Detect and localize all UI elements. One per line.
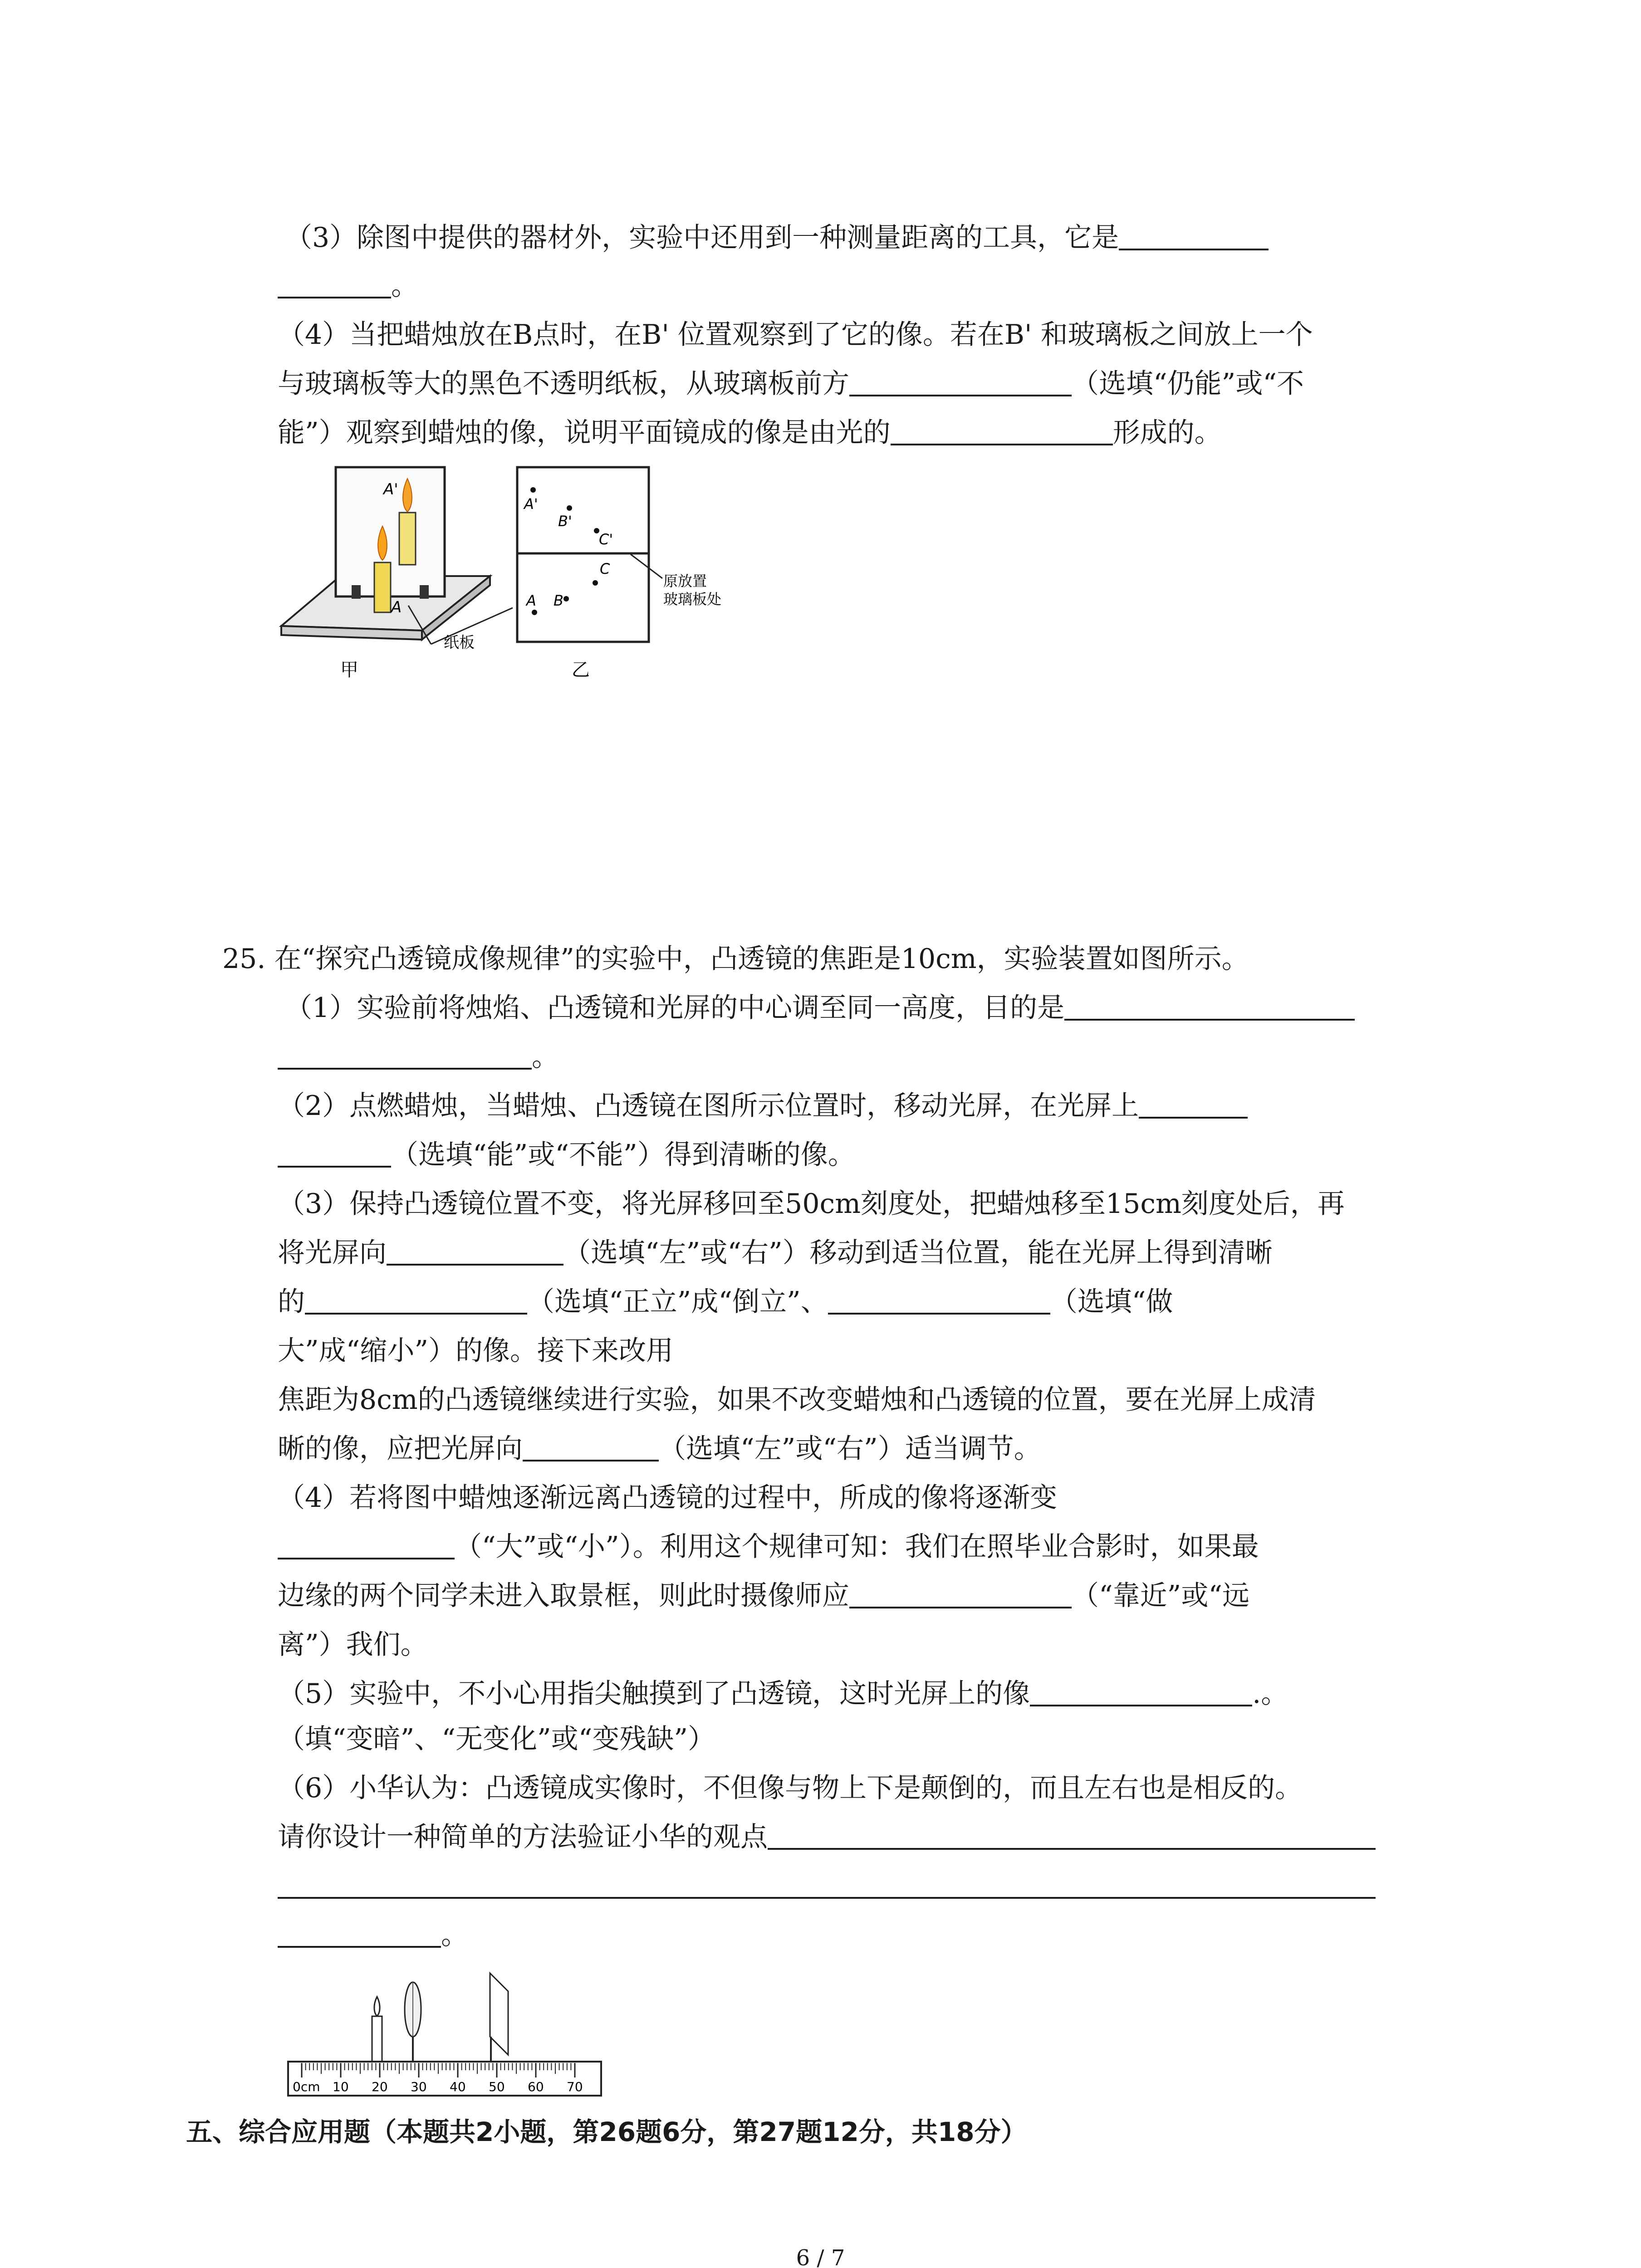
q25-p3-l3: [278, 1284, 1173, 1320]
q25-p6-blank-cont[interactable]: [278, 1869, 1376, 1899]
ruler-tick-label: 0cm: [293, 2079, 320, 2094]
ruler-tick-label: 20: [372, 2079, 388, 2094]
q24-p4-blank1[interactable]: [849, 367, 1072, 396]
q25-p1-end: 。: [532, 1041, 559, 1073]
q25-p3-option4: （选填“左”或“右”）适当调节。: [659, 1433, 1041, 1465]
figure-label-yi: 乙: [572, 660, 590, 680]
q25-p3-option2: （选填“正立”成“倒立”、: [527, 1286, 828, 1318]
q25-p3-text: 将光屏向: [278, 1237, 387, 1269]
q24-p4-line1: （4）当把蜡烛放在B点时，在B' 位置观察到了它的像。若在B' 和玻璃板之间放上一个: [278, 319, 1313, 351]
q24-p3-text: （3）除图中提供的器材外，实验中还用到一种测量距离的工具，它是: [285, 222, 1119, 254]
q25-p3-option: （选填“左”或“右”）移动到适当位置，能在光屏上得到清晰: [563, 1237, 1273, 1269]
ruler-tick-label: 30: [411, 2079, 427, 2094]
figure-label-a: A: [391, 598, 402, 616]
q24-p4-line3: [278, 415, 1222, 451]
q25-p4-l1: （4）若将图中蜡烛逐渐远离凸透镜的过程中，所成的像将逐渐变: [278, 1482, 1058, 1514]
figure-label-a-image: A': [383, 480, 398, 499]
q25-p1: [285, 990, 1355, 1026]
q24-figure: [272, 458, 771, 694]
q24-p4-line2: [278, 366, 1304, 402]
q25-p5-text: （5）实验中，不小心用指尖触摸到了凸透镜，这时光屏上的像: [278, 1678, 1030, 1710]
q25-p6-l2: [278, 1819, 1376, 1855]
q25-p4-blank-size[interactable]: [278, 1530, 455, 1559]
ruler-tick-label: 10: [333, 2079, 349, 2094]
optical-bench-figure: [281, 1964, 608, 2100]
q25-p3-l5: 焦距为8cm的凸透镜继续进行实验，如果不改变蜡烛和凸透镜的位置，要在光屏上成清: [278, 1384, 1316, 1416]
q24-p3-line: [285, 220, 1269, 256]
ruler-tick-label: 40: [450, 2079, 466, 2094]
q25-intro: 25. 在“探究凸透镜成像规律”的实验中，凸透镜的焦距是10cm，实验装置如图所示。: [222, 943, 1249, 975]
q25-p5-blank[interactable]: [1030, 1677, 1252, 1706]
q25-p3-blank-orient[interactable]: [305, 1285, 527, 1315]
section-5-heading: 五、综合应用题（本题共2小题，第26题6分，第27题12分，共18分）: [186, 2116, 1027, 2147]
q24-p3-blank-cont[interactable]: [278, 269, 391, 298]
yi-point-b: B: [554, 592, 563, 609]
q25-p6-l3: [278, 1868, 1376, 1904]
q24-p4-text: 与玻璃板等大的黑色不透明纸板，从玻璃板前方: [278, 368, 849, 400]
q25-p3-l1: （3）保持凸透镜位置不变，将光屏移回至50cm刻度处，把蜡烛移至15cm刻度处后，再: [278, 1188, 1345, 1220]
q25-p3-text3: 晰的像，应把光屏向: [278, 1433, 523, 1465]
q25-p4-option: （“靠近”或“远: [1072, 1580, 1250, 1612]
q25-p5: [278, 1676, 1288, 1712]
q25-p2-option: （选填“能”或“不能”）得到清晰的像。: [391, 1139, 855, 1171]
q25-p6-text: 请你设计一种简单的方法验证小华的观点: [278, 1821, 768, 1853]
q25-p1-blank-cont[interactable]: [278, 1040, 532, 1070]
q25-p4-l4: 离”）我们。: [278, 1629, 428, 1661]
yi-point-a-image: A': [524, 495, 538, 513]
q25-p4-blank-move[interactable]: [849, 1579, 1072, 1608]
q25-p2-blank-cont[interactable]: [278, 1138, 391, 1168]
q24-p4-blank2[interactable]: [891, 415, 1113, 445]
figure-yi: [517, 467, 721, 642]
q25-p3-blank-adjust[interactable]: [523, 1432, 659, 1461]
q25-p3-option3: （选填“做: [1050, 1286, 1173, 1318]
cardboard-label: 纸板: [444, 634, 475, 652]
q25-p3-l2: [278, 1235, 1273, 1271]
q24-p4-text2: 能”）观察到蜡烛的像，说明平面镜成的像是由光的: [278, 417, 891, 449]
ruler-tick-label: 50: [489, 2079, 505, 2094]
orig-glass-label-1: 原放置: [663, 572, 707, 590]
q24-p3-line2: [278, 268, 418, 304]
q25-p4-text: （“大”或“小”）。利用这个规律可知：我们在照毕业合影时，如果最: [455, 1531, 1259, 1563]
q24-p3-end: 。: [391, 270, 418, 302]
q25-p3-l6: [278, 1431, 1041, 1467]
q25-p1-blank[interactable]: [1064, 991, 1355, 1021]
yi-point-c: C: [600, 560, 610, 577]
q25-p6-blank[interactable]: [768, 1820, 1376, 1850]
q25-p4-l3: [278, 1578, 1249, 1614]
yi-point-b-image: B': [558, 513, 572, 530]
ruler-tick-label: 60: [528, 2079, 544, 2094]
q25-p4-text2: 边缘的两个同学未进入取景框，则此时摄像师应: [278, 1580, 849, 1612]
q25-p2-line2: [278, 1137, 855, 1173]
q24-p4-end: 形成的。: [1112, 417, 1222, 449]
ruler-tick-label: 70: [567, 2079, 583, 2094]
q25-p6-l4: [278, 1917, 468, 1953]
q24-p3-blank[interactable]: [1119, 220, 1269, 250]
q25-p2-text: （2）点燃蜡烛，当蜡烛、凸透镜在图所示位置时，移动光屏，在光屏上: [278, 1090, 1139, 1122]
yi-point-c-image: C': [599, 531, 613, 548]
q25-p2-blank[interactable]: [1139, 1089, 1248, 1119]
page-number: 6 / 7: [796, 2245, 845, 2268]
q25-p6-blank-cont2[interactable]: [278, 1918, 441, 1948]
q25-p2: [278, 1088, 1248, 1124]
q25-p3-blank-dir[interactable]: [387, 1236, 563, 1266]
figure-label-jia: 甲: [340, 660, 358, 680]
q24-p4-option: （选填“仍能”或“不: [1072, 368, 1304, 400]
yi-point-a: A: [526, 592, 536, 609]
q25-p6-l1: （6）小华认为：凸透镜成实像时，不但像与物上下是颠倒的，而且左右也是相反的。: [278, 1772, 1303, 1804]
q25-p4-l2: [278, 1529, 1259, 1565]
q25-p3-text2: 的: [278, 1286, 305, 1318]
q25-p1-line2: [278, 1039, 559, 1075]
q25-p6-end: 。: [441, 1919, 468, 1951]
figure-jia: [281, 467, 513, 644]
q25-p1-text: （1）实验前将烛焰、凸透镜和光屏的中心调至同一高度，目的是: [285, 992, 1065, 1024]
orig-glass-label-2: 玻璃板处: [663, 591, 722, 608]
q25-p3-blank-size[interactable]: [828, 1285, 1050, 1315]
q25-p5-l2: （填“变暗”、“无变化”或“变残缺”）: [278, 1723, 715, 1755]
q25-p5-end: .。: [1252, 1678, 1288, 1710]
q25-p3-l4: 大”成“缩小”）的像。接下来改用: [278, 1335, 674, 1367]
